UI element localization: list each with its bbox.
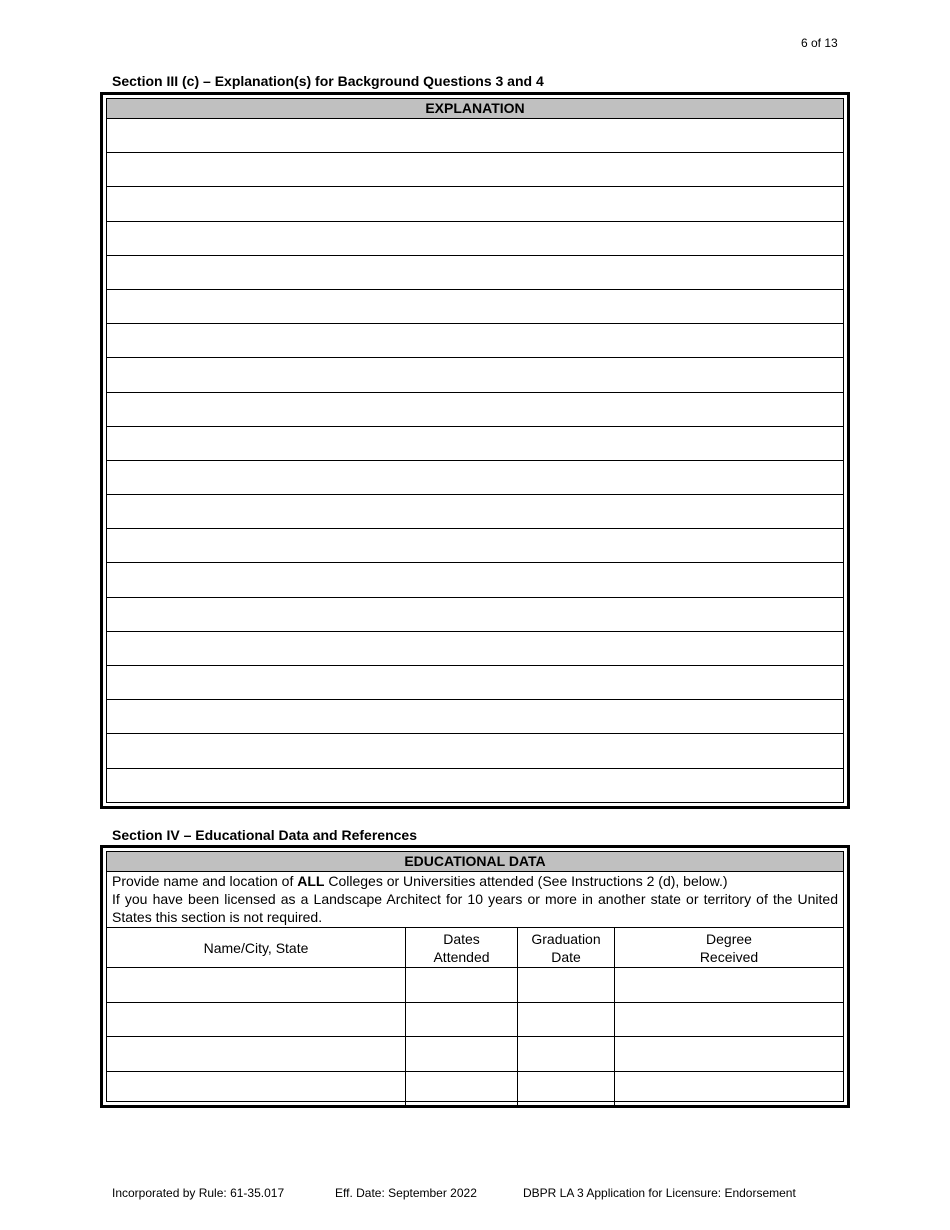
explanation-box xyxy=(100,92,850,809)
educational-header: EDUCATIONAL DATA xyxy=(107,852,843,872)
educational-table xyxy=(106,851,844,1102)
column-grad-label-1: Graduation xyxy=(531,930,601,947)
educational-note: If you have been licensed as a Landscape Architect for 10 years or more in another state or territory of the United States this section is not required. xyxy=(112,891,838,925)
column-dates-label-2: Attended xyxy=(433,948,490,965)
table-row xyxy=(107,968,843,1003)
instruction-text-end: Colleges or Universities attended (See Instructions 2 (d), below.) xyxy=(324,873,728,889)
educational-rows xyxy=(107,968,843,1106)
explanation-line-field[interactable] xyxy=(107,256,843,290)
explanation-line-field[interactable] xyxy=(107,734,843,768)
page-number: 6 of 13 xyxy=(801,36,838,50)
column-name-label: Name/City, State xyxy=(203,939,309,956)
graduation-date-field[interactable] xyxy=(518,968,615,1002)
school-name-field[interactable] xyxy=(107,968,406,1002)
degree-received-field[interactable] xyxy=(615,1037,843,1071)
column-degree-label-2: Received xyxy=(699,948,759,965)
footer-form-title: DBPR LA 3 Application for Licensure: Endorsement xyxy=(523,1186,796,1200)
educational-column-headers xyxy=(107,928,843,968)
footer-rule: Incorporated by Rule: 61-35.017 xyxy=(112,1186,285,1200)
explanation-line-field[interactable] xyxy=(107,324,843,358)
educational-grid xyxy=(107,927,843,1106)
dates-attended-field[interactable] xyxy=(406,1003,518,1037)
graduation-date-field[interactable] xyxy=(518,1072,615,1107)
instruction-emphasis: ALL xyxy=(297,873,325,889)
dates-attended-field[interactable] xyxy=(406,968,518,1002)
explanation-line-field[interactable] xyxy=(107,427,843,461)
column-header-dates xyxy=(406,928,518,967)
explanation-line-field[interactable] xyxy=(107,563,843,597)
explanation-line-field[interactable] xyxy=(107,119,843,153)
educational-box xyxy=(100,845,850,1108)
instruction-text-start: Provide name and location of xyxy=(112,873,298,889)
school-name-field[interactable] xyxy=(107,1003,406,1037)
explanation-line-field[interactable] xyxy=(107,495,843,529)
explanation-line-field[interactable] xyxy=(107,461,843,495)
footer-eff-date: Eff. Date: September 2022 xyxy=(335,1186,477,1200)
explanation-table xyxy=(106,98,844,803)
section-4-title: Section IV – Educational Data and References xyxy=(112,827,417,843)
explanation-line-field[interactable] xyxy=(107,222,843,256)
explanation-lines xyxy=(107,119,843,803)
column-header-degree xyxy=(615,928,843,967)
graduation-date-field[interactable] xyxy=(518,1037,615,1071)
explanation-line-field[interactable] xyxy=(107,769,843,803)
explanation-line-field[interactable] xyxy=(107,666,843,700)
explanation-line-field[interactable] xyxy=(107,700,843,734)
table-row xyxy=(107,1037,843,1072)
explanation-line-field[interactable] xyxy=(107,153,843,187)
explanation-line-field[interactable] xyxy=(107,290,843,324)
explanation-line-field[interactable] xyxy=(107,529,843,563)
column-header-name xyxy=(107,928,406,967)
degree-received-field[interactable] xyxy=(615,1072,843,1107)
educational-instruction xyxy=(107,872,843,890)
explanation-line-field[interactable] xyxy=(107,598,843,632)
school-name-field[interactable] xyxy=(107,1072,406,1107)
degree-received-field[interactable] xyxy=(615,968,843,1002)
section-3c-title: Section III (c) – Explanation(s) for Background Questions 3 and 4 xyxy=(112,73,544,89)
explanation-line-field[interactable] xyxy=(107,632,843,666)
column-grad-label-2: Date xyxy=(551,948,581,965)
explanation-header: EXPLANATION xyxy=(107,99,843,119)
explanation-line-field[interactable] xyxy=(107,358,843,392)
dates-attended-field[interactable] xyxy=(406,1072,518,1107)
degree-received-field[interactable] xyxy=(615,1003,843,1037)
school-name-field[interactable] xyxy=(107,1037,406,1071)
table-row xyxy=(107,1003,843,1038)
column-degree-label-1: Degree xyxy=(706,930,752,947)
dates-attended-field[interactable] xyxy=(406,1037,518,1071)
column-header-graduation xyxy=(518,928,615,967)
table-row xyxy=(107,1072,843,1107)
graduation-date-field[interactable] xyxy=(518,1003,615,1037)
explanation-line-field[interactable] xyxy=(107,393,843,427)
column-dates-label-1: Dates xyxy=(443,930,480,947)
explanation-line-field[interactable] xyxy=(107,187,843,221)
